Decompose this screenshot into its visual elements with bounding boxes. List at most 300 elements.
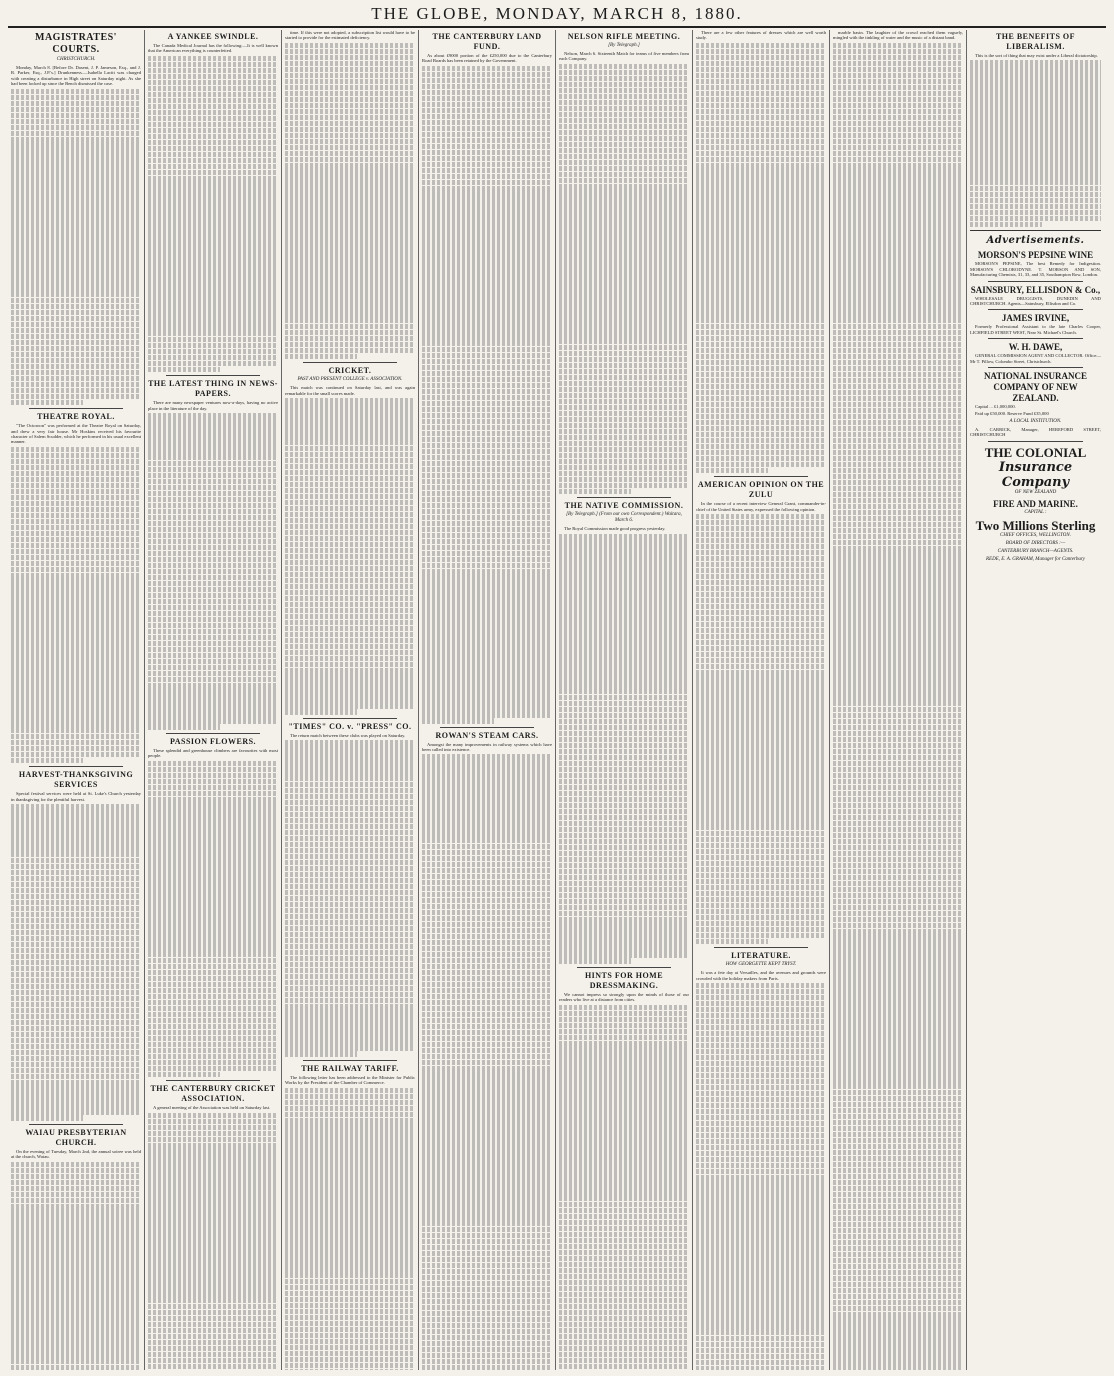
article-body-line [696,675,826,680]
article-body-line [11,370,141,375]
article-body-line [559,1358,689,1363]
article-body-line [285,174,415,179]
article-body-line [285,163,415,168]
article-body-line [422,479,552,484]
article [559,497,689,964]
article-body-line [285,1219,415,1224]
article-body-line [148,1042,278,1047]
article-body-line [422,1341,552,1346]
article-body-line [696,372,826,377]
article-body-line [422,1036,552,1041]
article-body-line [11,948,141,953]
article-body-line [285,222,415,227]
article-body-line [696,855,826,860]
article-body-line [833,97,963,102]
article-body-line [285,752,415,757]
article-body-line [285,560,415,565]
article-body-line [285,518,415,523]
article-body-line [285,1249,415,1254]
article-body-line [148,1322,278,1327]
article-body-line [833,210,963,215]
article-body-line [285,512,415,517]
article-body-line [285,133,415,138]
ad-divider [988,338,1083,339]
advertisements-block [970,230,1101,562]
ad-irvine-body: Formerly Professional Assistant to the late Charles Cooper, LICHFIELD STREET WEST, Near St. Michael's Church. [970,324,1101,335]
article-body-line [11,232,141,237]
article-body-line [559,207,689,212]
article-body-line [833,899,963,904]
article-divider [303,362,397,363]
article-body-line [285,1123,415,1128]
article-body-line [559,1268,689,1273]
article-body-line [833,240,963,245]
article-body-line [696,885,826,890]
article-body-line [696,318,826,323]
article-body-line [422,1287,552,1292]
article-body-line [422,144,552,149]
article-body-line [285,404,415,409]
article-body-line [833,522,963,527]
article-body-line [833,234,963,239]
article-body-line [285,186,415,191]
article-body-line [833,1252,963,1257]
article [11,32,141,405]
article-body-line [696,127,826,132]
article-body-line [285,986,415,991]
article-body-line [422,1000,552,1005]
article-body-line [422,892,552,897]
article-body-line [148,785,278,790]
article-body-line [833,635,963,640]
article-body-line [148,791,278,796]
article-body-line [696,687,826,692]
article-divider [166,375,260,376]
article-body-line [833,1060,963,1065]
article-body-line [285,494,415,499]
article-body-line [11,334,141,339]
article-body-line [696,879,826,884]
article-body-line [559,381,689,386]
article-body-line [970,186,1101,191]
article-lead: A general meeting of the Association was held on Saturday last. [153,1105,271,1111]
article-body-line [833,821,963,826]
article-body-line [11,358,141,363]
article-body-line [833,970,963,975]
article-body-line [11,322,141,327]
article-body-line [285,860,415,865]
article-body-line [422,233,552,238]
article-body-line [148,694,278,699]
article-body-line [422,700,552,705]
article-body-line [833,168,963,173]
article-body-line [285,566,415,571]
article-body-line [148,289,278,294]
article-body-line [285,632,415,637]
article-body-line [422,473,552,478]
article-divider [29,408,123,409]
article-body-line [696,1252,826,1257]
article-body-line [833,905,963,910]
article-body-line [422,964,552,969]
article-body-line [422,515,552,520]
article-body-line [833,929,963,934]
article-body-line [833,773,963,778]
article-body-line [148,331,278,336]
article-body-line [696,1234,826,1239]
article-body-line [422,598,552,603]
ad-dawe-body: GENERAL COMMISSION AGENT AND COLLECTOR. Office—Mr T. Pillow, Colombo Street, Christchurch. [970,353,1101,364]
article-body-line [148,455,278,460]
article-body-line [696,1348,826,1353]
article-body-line [696,693,826,698]
article-body-line [422,311,552,316]
article-headline: A YANKEE SWINDLE. [167,32,259,41]
article-body-line [285,1051,357,1056]
article-body-line [696,544,826,549]
article-headline: AMERICAN OPINION ON THE ZULU [697,480,825,500]
article-body-line [11,561,141,566]
article-body-line [696,378,826,383]
article-body-line [559,743,689,748]
article-body-line [422,1275,552,1280]
ad-colonial-title2: Insurance Company [998,459,1073,490]
ad-colonial-agency: CANTERBURY BRANCH—AGENTS. [997,548,1074,554]
article-body-line [696,85,826,90]
article-body-line [559,749,689,754]
article-body-line [833,563,963,568]
article-body-line [11,178,141,183]
article-body-line [422,96,552,101]
article-body-line [148,355,278,360]
article-body-line [11,531,141,536]
article-body-line [696,1228,826,1233]
article-body-line [833,264,963,269]
column-7 [830,30,967,1370]
article-body-line [148,229,278,234]
article-body-line [285,932,415,937]
article-body-line [696,813,826,818]
article-body-line [11,286,141,291]
article-body-line [285,228,415,233]
article-body-line [696,1037,826,1042]
article-body-line [148,1274,278,1279]
article-body-line [148,802,278,807]
article-body-line [285,794,415,799]
article-body-line [559,327,689,332]
article-body-line [696,1085,826,1090]
article-body-line [833,438,963,443]
article-body-line [422,1089,552,1094]
article-body-line [696,604,826,609]
article-lead: As about £9000 portion of the £250,000 due to the Canterbury Road Boards has been retained by the Government. [422,53,552,64]
article-body-line [11,459,141,464]
article-body-line [696,1127,826,1132]
article-body-line [833,180,963,185]
article-body-line [559,1280,689,1285]
article-body-line [833,1084,963,1089]
article-body-line [285,548,415,553]
article-body-line [285,697,415,702]
article-body-line [833,450,963,455]
article-body-line [696,402,826,407]
article-body-line [833,85,963,90]
article-body-line [970,102,1101,107]
article-body-line [696,216,826,221]
article-body-line [148,1304,278,1309]
article-body-line [285,950,415,955]
article-body-line [696,222,826,227]
article-body-line [11,1097,141,1102]
article-body-line [11,644,141,649]
article-body-line [148,1178,278,1183]
article-body-line [148,533,278,538]
article-body-line [559,309,689,314]
article-body-line [696,264,826,269]
article-body-line [285,1106,415,1111]
article-body-line [559,70,689,75]
article-body-line [559,166,689,171]
article-body-line [422,371,552,376]
article-body-line [422,227,552,232]
article-body-line [11,148,141,153]
article-body-line [559,940,689,945]
article-body-line [422,1269,552,1274]
article-body-line [11,1299,141,1304]
article-body-line [285,536,415,541]
article-body-line [148,593,278,598]
article-headline: NELSON RIFLE MEETING. [567,32,681,41]
article-body-line [11,698,141,703]
article-body-line [559,851,689,856]
article-body-line [696,1103,826,1108]
article-body-line [559,148,689,153]
article-body-line [422,491,552,496]
article-body-line [833,1198,963,1203]
article-body-line [11,1044,141,1049]
article-body-line [422,239,552,244]
article-body-line [559,483,689,488]
article-body-line [559,779,689,784]
article-body-line [970,84,1101,89]
article-body-line [422,1239,552,1244]
article-body-line [285,908,415,913]
article-body-line [696,396,826,401]
article-body-line [559,441,689,446]
article-body-line [696,771,826,776]
article-body-line [559,375,689,380]
article-lead: These splendid and greenhouse climbers are favourites with most people. [148,747,278,759]
article-body-line [422,1071,552,1076]
article-body-line [696,717,826,722]
article-body-line [559,357,689,362]
article-body-line [559,1322,689,1327]
column-6 [693,30,830,1370]
article-body-line [559,755,689,760]
article-body-line [833,174,963,179]
article-body-line [422,1042,552,1047]
article-body-line [11,119,141,124]
article-body-line [11,728,141,733]
article-body-line [696,240,826,245]
article-body-line [696,61,826,66]
article-body-line [696,681,826,686]
article-body-line [833,79,963,84]
article-body-line [559,1346,689,1351]
article-body-line [559,785,689,790]
article-body-line [285,554,415,559]
article-body-line [559,429,689,434]
article-body-line [285,938,415,943]
article-body-line [285,109,415,114]
article-body-line [285,962,415,967]
article-body-line [696,568,826,573]
article-body-line [148,688,278,693]
article-body-line [148,1166,278,1171]
article-body-line [285,79,415,84]
article-body-line [285,446,415,451]
article-body-line [970,132,1101,137]
article-body-line [285,602,415,607]
article-body-line [833,641,963,646]
article-body-line [833,809,963,814]
article-body-line [559,1352,689,1357]
article-body-line [11,1174,141,1179]
article-body-line [422,664,552,669]
article-body-line [833,827,963,832]
article [559,32,689,494]
article-body-line [833,318,963,323]
article [559,967,689,1370]
article-subheading: CHRISTCHURCH. [56,57,96,62]
article-body-line [422,856,552,861]
article-body-line [422,694,552,699]
article-body-line [285,1153,415,1158]
article-body-line [833,43,963,48]
article-body-line [833,1341,963,1346]
article-subheading: [By Telegraph.] [608,43,640,48]
article-body-line [148,1048,278,1053]
article-body-line [833,1108,963,1113]
article-body-line [833,647,963,652]
article-body-line [148,575,278,580]
article-body-line [285,1112,415,1117]
article-body-line [422,287,552,292]
article-subheading: HOW GEORGETTE KEPT TRYST. [725,962,797,968]
article-body-line [11,936,141,941]
article-body-line [833,1180,963,1185]
article-body-line [148,98,278,103]
article-body-line [833,611,963,616]
article-body-line [11,214,141,219]
article-body-line [11,1204,141,1209]
article-body-line [11,858,141,863]
article-body-line [559,1184,689,1189]
article-body-line [559,545,689,550]
article-body-line [285,644,415,649]
article-body-line [559,201,689,206]
article-body-line [833,1288,963,1293]
article-body-line [148,617,278,622]
article-body-line [11,202,141,207]
article [833,30,963,1370]
article-body-line [696,628,826,633]
article-lead: The Royal Commission made good progress yesterday. [564,526,666,532]
article-body-line [696,592,826,597]
article-body-line [11,537,141,542]
article-body-line [422,652,552,657]
article-body-line [696,849,826,854]
article-body-line [148,832,278,837]
article-body-line [696,408,826,413]
article-body-line [696,610,826,615]
ad-national-capital: Capital ... £1,000,000. [975,404,1016,410]
article-body-line [422,215,552,220]
article-body-line [148,199,278,204]
article-body-line [833,109,963,114]
article-body-line [11,465,141,470]
article-body-line [559,112,689,117]
article-body-line [148,706,278,711]
article-body-line [285,434,415,439]
article-body-line [11,184,141,189]
article-body-line [148,1137,278,1142]
article-body-line [148,527,278,532]
article-body-line [559,393,689,398]
article-body-line [11,650,141,655]
article-body-line [422,168,552,173]
article-body-line [148,958,278,963]
article-body-line [833,1000,963,1005]
article-body-line [559,845,689,850]
article-body-line [148,712,278,717]
article-body-line [833,1120,963,1125]
article-body-line [833,869,963,874]
article-body-line [148,313,278,318]
article-body-line [148,158,278,163]
article-body-line [833,1353,963,1358]
article-body-line [11,620,141,625]
article-body-line [285,662,415,667]
article-body-line [285,204,415,209]
article-body-line [559,1208,689,1213]
article-body-line [148,826,278,831]
article-body-line [696,288,826,293]
article-body-line [148,1364,278,1369]
article-body-line [833,61,963,66]
article-body-line [833,1090,963,1095]
article-body-line [833,540,963,545]
article-body-line [559,1148,689,1153]
article-body-line [833,845,963,850]
article-body-line [970,180,1101,185]
article-body-line [696,1276,826,1281]
article-body-line [559,297,689,302]
article-body-line [11,740,141,745]
article-body-line [11,1311,141,1316]
article-body-line [696,747,826,752]
article-body-line [559,231,689,236]
article-body-line [422,934,552,939]
article-body-line [833,121,963,126]
article-body-line [696,861,826,866]
article-body-line [285,758,415,763]
article-body-line [970,90,1101,95]
article-body-line [11,906,141,911]
article-body-line [559,1136,689,1141]
article-body-line [696,1264,826,1269]
article-body-line [422,305,552,310]
